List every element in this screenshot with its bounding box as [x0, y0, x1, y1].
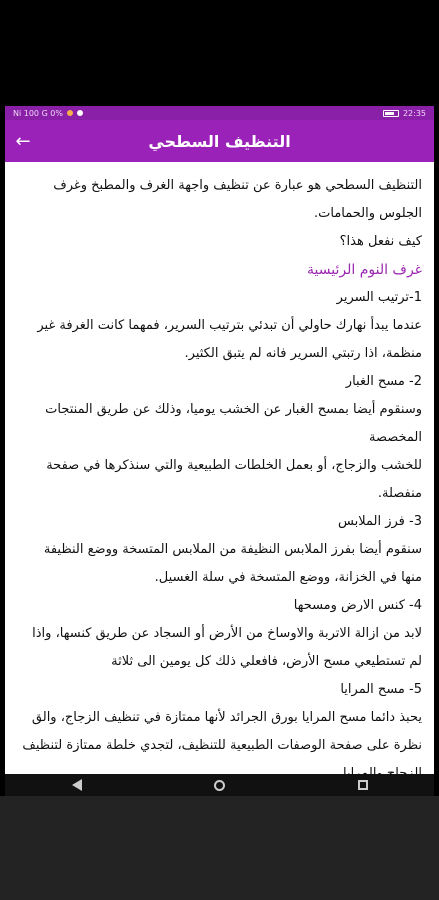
status-right — [383, 109, 426, 118]
item-body: عندما يبدأ نهارك حاولي أن تبدئي بترتيب السرير، فمهما كانت الغرفة غير منظمة، اذا رتبتي السرير فانه لم يتبق الكثير. — [37, 318, 422, 361]
battery-icon — [383, 110, 399, 117]
status-time: 22:35 — [402, 108, 426, 118]
system-nav-bar — [5, 774, 434, 796]
back-button[interactable] — [11, 129, 35, 153]
notification-dot-icon — [77, 110, 83, 116]
item-body: للخشب والزجاج، أو بعمل الخلطات الطبيعية والتي سنذكرها في صفحة منفصلة. — [46, 458, 422, 501]
app-bar — [5, 120, 434, 162]
bottom-bezel — [0, 796, 439, 900]
nav-recents-button[interactable] — [343, 774, 383, 796]
page-title: التنظيف السطحي — [148, 131, 291, 151]
item-body: سنقوم أيضا بفرز الملابس النظيفة من الملابس المتسخة ووضع النظيفة منها في الخزانة، ووضع المتسخة في سلة الغسيل. — [43, 542, 422, 585]
status-left-text: Ni 100 G 0% — [13, 108, 63, 118]
nav-home-button[interactable] — [200, 774, 240, 796]
item-title: 4- كنس الارض ومسحها — [293, 598, 422, 613]
status-left — [13, 109, 83, 118]
top-bezel — [0, 0, 439, 106]
intro-paragraph: التنظيف السطحي هو عبارة عن تنظيف واجهة الغرف والمطبخ وغرف الجلوس والحمامات. — [53, 178, 422, 221]
item-body: وسنقوم أيضا بمسح الغبار عن الخشب يوميا، وذلك عن طريق المنتجات المخصصة — [45, 402, 422, 445]
nav-back-button[interactable] — [57, 774, 97, 796]
item-title: 2- مسح الغبار — [345, 374, 422, 389]
status-bar — [5, 106, 434, 120]
intro-question: كيف نفعل هذا؟ — [339, 234, 422, 249]
arrow-left-icon: ← — [15, 130, 31, 152]
article-content[interactable] — [5, 162, 434, 774]
item-title: 3- فرز الملابس — [338, 514, 422, 529]
notification-dot-icon — [67, 110, 73, 116]
item-body: لابد من ازالة الاتربة والاوساخ من الأرض أو السجاد عن طريق كنسها، واذا لم تستطيعي مسح الأرض، فافعلي ذلك كل يومين الى ثلاثة — [32, 626, 422, 669]
item-body: يحبذ دائما مسح المرايا بورق الجرائد لأنها ممتازة في تنظيف الزجاج، والق نظرة على صفحة الوصفات الطبيعية للتنظيف، لتجدي خلطة ممتازة لتنظيف — [22, 710, 422, 753]
section-heading-bedrooms: غرف النوم الرئيسية — [307, 262, 422, 278]
square-recents-icon — [358, 780, 368, 790]
circle-home-icon — [214, 780, 225, 791]
item-title: 5- مسح المرايا — [340, 682, 422, 697]
triangle-back-icon — [72, 779, 82, 791]
item-title: 1-ترتيب السرير — [336, 290, 422, 305]
